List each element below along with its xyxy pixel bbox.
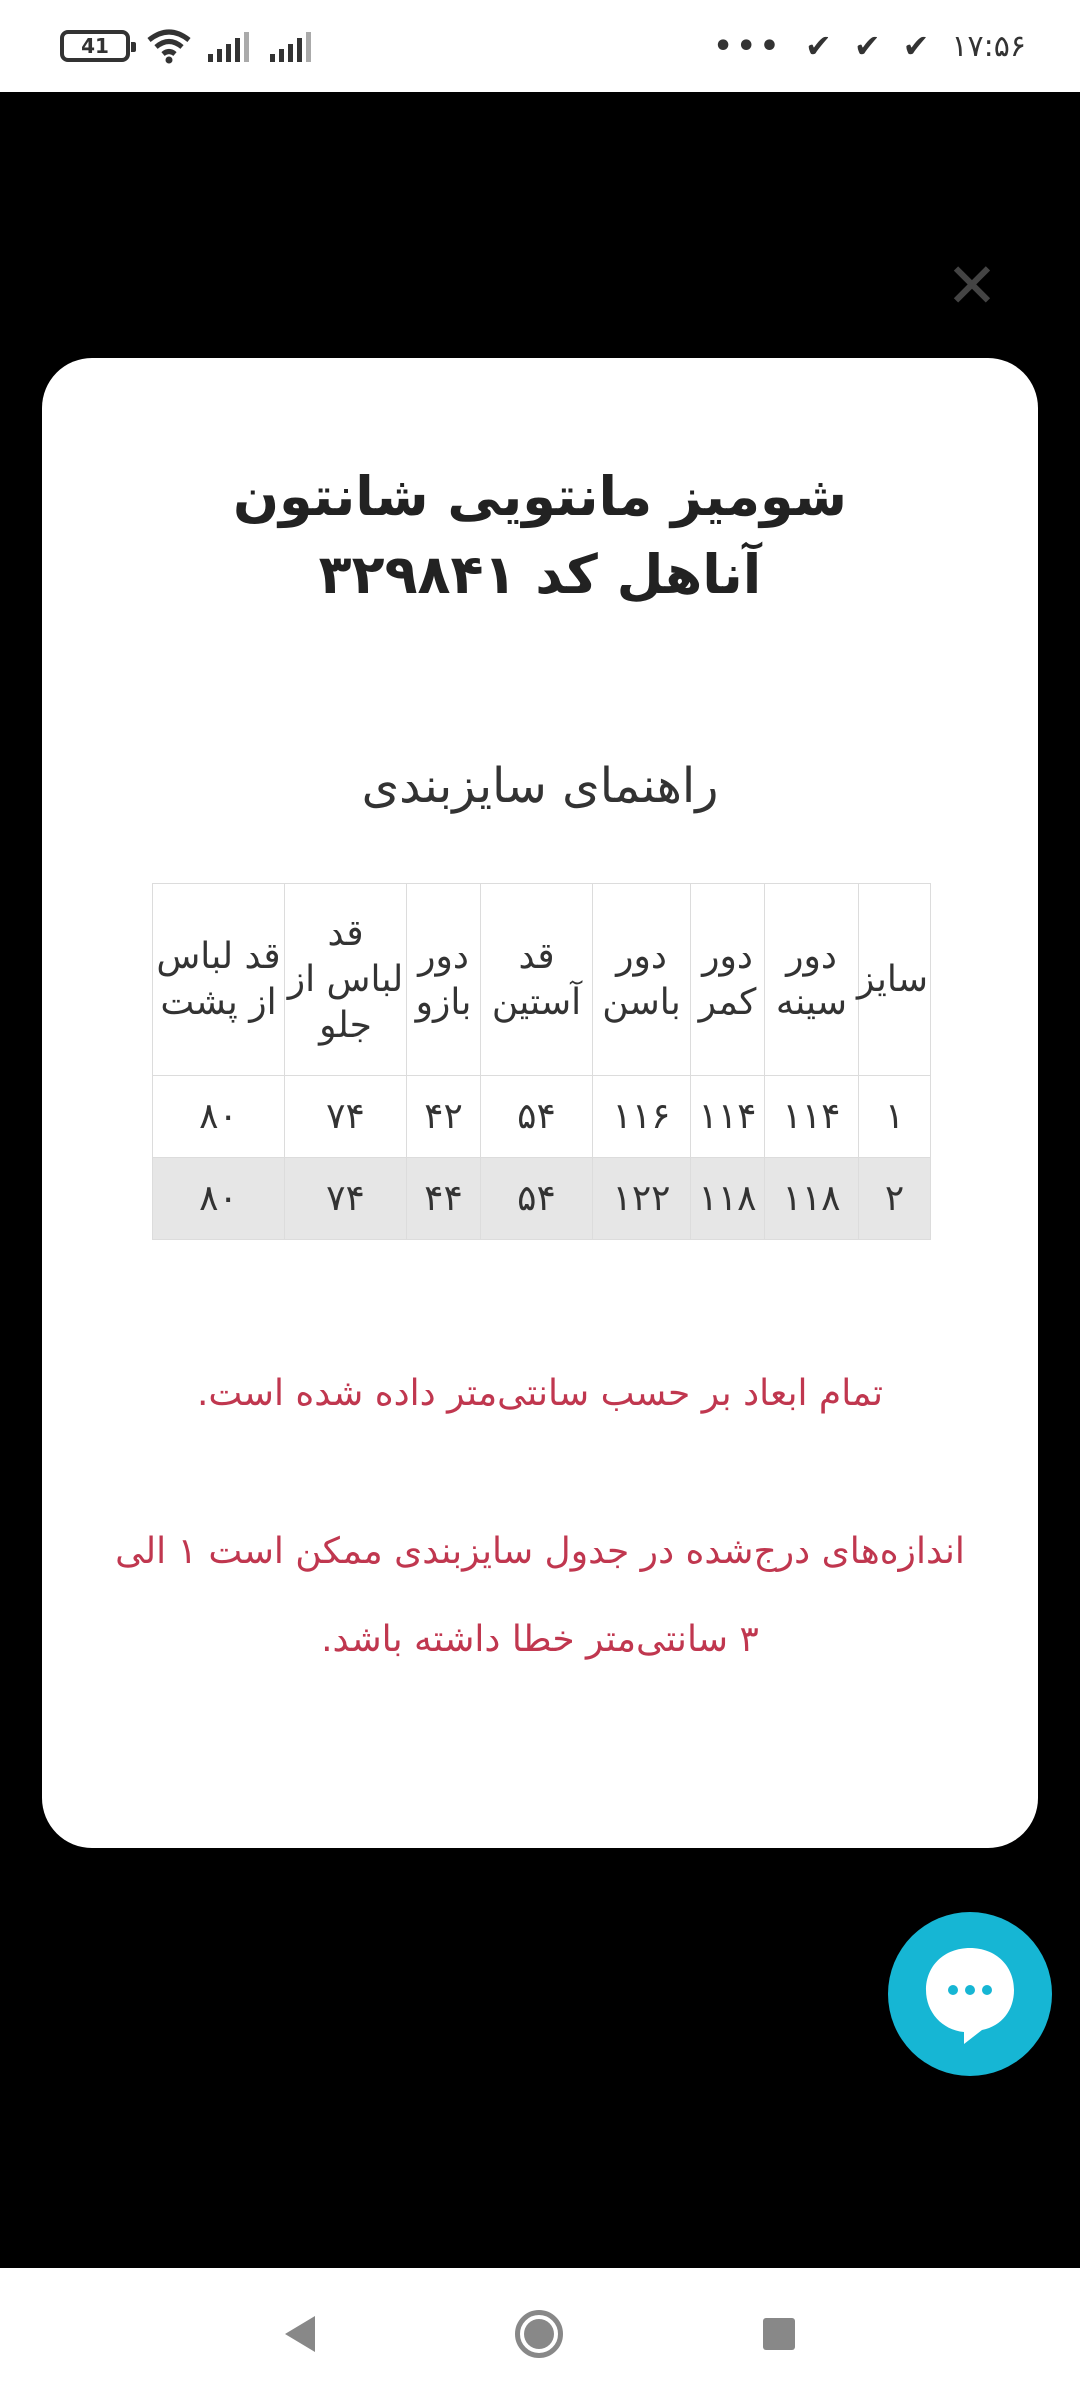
table-cell: ۱۲۲	[593, 1158, 691, 1240]
table-cell: ۴۴	[407, 1158, 481, 1240]
status-bar	[0, 0, 1080, 92]
size-guide-title: راهنمای سایزبندی	[361, 758, 719, 814]
overflow-dots: •••	[713, 28, 783, 64]
check-icon: ✔	[853, 27, 881, 65]
header-back-length: قد لباس از پشت	[153, 884, 285, 1076]
table-cell: ۱۱۴	[765, 1076, 859, 1158]
chat-bubble-icon	[920, 1942, 1020, 2046]
table-header-row	[153, 884, 931, 1076]
table-cell: ۱۱۸	[691, 1158, 765, 1240]
chat-button[interactable]	[888, 1912, 1052, 2076]
recents-icon[interactable]	[763, 2318, 795, 2350]
table-cell: ۷۴	[285, 1158, 407, 1240]
table-cell: ۵۴	[481, 1158, 593, 1240]
table-row	[153, 1158, 931, 1240]
header-sleeve-length: قد آستین	[481, 884, 593, 1076]
note-tolerance: اندازه‌های درج‌شده در جدول سایزبندی ممکن است ۱ الی ۳ سانتی‌متر خطا داشته باشد.	[115, 1531, 965, 1660]
battery-level: 41	[81, 34, 109, 58]
status-left	[60, 28, 316, 64]
clock: ۱۷:۵۶	[951, 28, 1026, 64]
signal-icon-2	[270, 30, 316, 62]
status-right	[713, 27, 1026, 65]
header-size: سایز	[859, 884, 931, 1076]
home-icon[interactable]	[515, 2310, 563, 2358]
back-icon[interactable]	[285, 2316, 315, 2352]
product-title: شومیز مانتویی شانتون آناهل کد ۳۲۹۸۴۱	[232, 465, 848, 606]
header-front-length: قد لباس از جلو	[285, 884, 407, 1076]
signal-icon	[208, 30, 254, 62]
header-arm: دور بازو	[407, 884, 481, 1076]
header-waist: دور کمر	[691, 884, 765, 1076]
check-icon: ✔	[805, 27, 832, 65]
note-units: تمام ابعاد بر حسب سانتی‌متر داده شده است.	[196, 1373, 884, 1414]
size-guide-modal	[42, 358, 1038, 1848]
size-table	[152, 883, 931, 1240]
table-row	[153, 1076, 931, 1158]
table-cell: ۱۱۴	[691, 1076, 765, 1158]
table-cell: ۱	[859, 1076, 931, 1158]
wifi-icon	[146, 28, 192, 64]
check-icon: ✔	[902, 27, 930, 65]
table-cell: ۴۲	[407, 1076, 481, 1158]
table-cell: ۵۴	[481, 1076, 593, 1158]
table-cell: ۷۴	[285, 1076, 407, 1158]
table-cell: ۸۰	[153, 1076, 285, 1158]
battery-icon	[60, 30, 130, 62]
header-hip: دور باسن	[593, 884, 691, 1076]
navigation-bar	[0, 2268, 1080, 2400]
table-cell: ۲	[859, 1158, 931, 1240]
header-chest: دور سینه	[765, 884, 859, 1076]
table-cell: ۱۱۶	[593, 1076, 691, 1158]
close-button[interactable]: ✕	[946, 249, 998, 322]
table-cell: ۱۱۸	[765, 1158, 859, 1240]
table-cell: ۸۰	[153, 1158, 285, 1240]
